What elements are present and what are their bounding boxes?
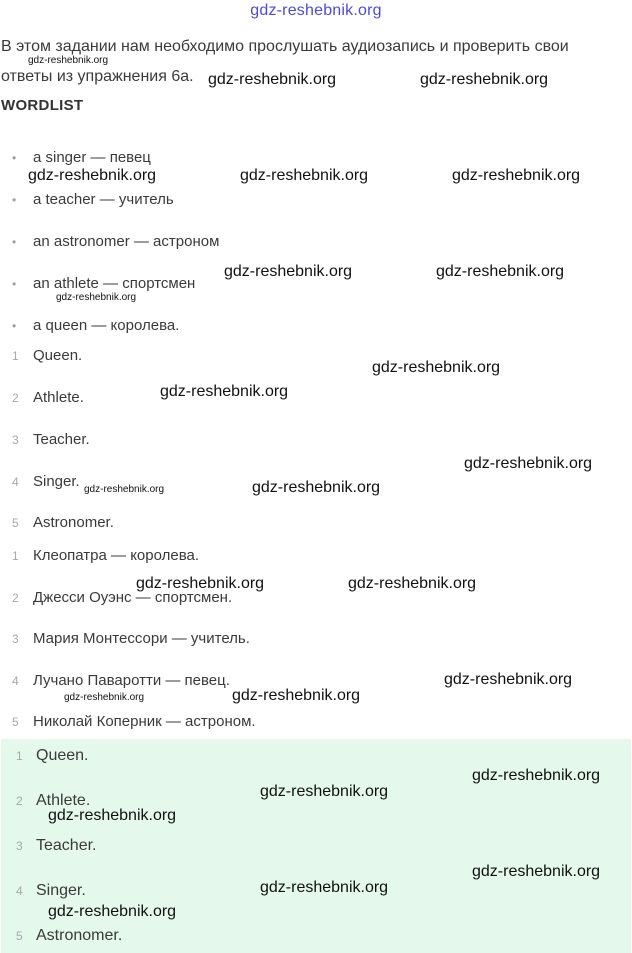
- watermark: gdz-reshebnik.org: [472, 863, 601, 880]
- watermark: gdz-reshebnik.org: [208, 71, 337, 88]
- answer-item: 3 Teacher.: [12, 431, 90, 448]
- answer-item: 5 Astronomer.: [16, 927, 123, 944]
- watermark: gdz-reshebnik.org: [136, 575, 265, 592]
- bullet-icon: •: [12, 151, 17, 165]
- answer-item: 2 Athlete.: [12, 389, 84, 406]
- watermark: gdz-reshebnik.org: [472, 767, 601, 784]
- bullet-icon: •: [12, 319, 17, 333]
- watermark: gdz-reshebnik.org: [260, 879, 389, 896]
- intro-paragraph: В этом задании нам необходимо прослушать аудиозапись и проверить свои ответы из упражнения 6а.: [1, 38, 569, 85]
- watermark: gdz-reshebnik.org: [64, 692, 145, 703]
- watermark: gdz-reshebnik.org: [48, 807, 177, 824]
- answer-item: 1 Queen.: [16, 747, 89, 764]
- bullet-icon: •: [12, 277, 17, 291]
- watermark: gdz-reshebnik.org: [464, 455, 593, 472]
- watermark: gdz-reshebnik.org: [224, 263, 353, 280]
- answer-item: 1 Queen.: [12, 347, 83, 364]
- watermark: gdz-reshebnik.org: [28, 167, 157, 184]
- watermark: gdz-reshebnik.org: [372, 359, 501, 376]
- wordlist-item: • an astronomer — астроном: [12, 230, 219, 254]
- watermark: gdz-reshebnik.org: [240, 167, 369, 184]
- answer-item: 2 Джесси Оуэнс — спортсмен.: [12, 589, 233, 606]
- answer-item: 5 Николай Коперник — астроном.: [12, 713, 256, 730]
- watermark: gdz-reshebnik.org: [232, 687, 361, 704]
- watermark: gdz-reshebnik.org: [436, 263, 565, 280]
- answer-item: 4 Лучано Паваротти — певец.: [12, 672, 230, 689]
- site-header-link[interactable]: gdz-reshebnik.org: [250, 2, 382, 19]
- answer-item: 3 Мария Монтессори — учитель.: [12, 630, 250, 647]
- answer-item: 4 Singer.: [16, 882, 86, 899]
- watermark: gdz-reshebnik.org: [48, 903, 177, 920]
- watermark: gdz-reshebnik.org: [252, 479, 381, 496]
- answer-item: 5 Astronomer.: [12, 514, 114, 531]
- answer-item: 4 Singer.: [12, 473, 80, 490]
- answer-item: 2 Athlete.: [16, 792, 91, 809]
- watermark: gdz-reshebnik.org: [260, 783, 389, 800]
- wordlist-item: • a singer — певец: [12, 146, 151, 170]
- watermark: gdz-reshebnik.org: [56, 292, 137, 303]
- watermark: gdz-reshebnik.org: [160, 383, 289, 400]
- wordlist-item: • a teacher — учитель: [12, 188, 174, 212]
- wordlist-item: • an athlete — спортсмен: [12, 272, 195, 296]
- watermark: gdz-reshebnik.org: [28, 55, 109, 66]
- answer-item: 1 Клеопатра — королева.: [12, 547, 200, 564]
- watermark: gdz-reshebnik.org: [444, 671, 573, 688]
- watermark: gdz-reshebnik.org: [84, 484, 165, 495]
- wordlist-heading: WORDLIST: [1, 97, 84, 114]
- answer-item: 3 Teacher.: [16, 837, 97, 854]
- wordlist-item: • a queen — королева.: [12, 314, 179, 338]
- bullet-icon: •: [12, 235, 17, 249]
- bullet-icon: •: [12, 193, 17, 207]
- watermark: gdz-reshebnik.org: [420, 71, 549, 88]
- watermark: gdz-reshebnik.org: [452, 167, 581, 184]
- watermark: gdz-reshebnik.org: [348, 575, 477, 592]
